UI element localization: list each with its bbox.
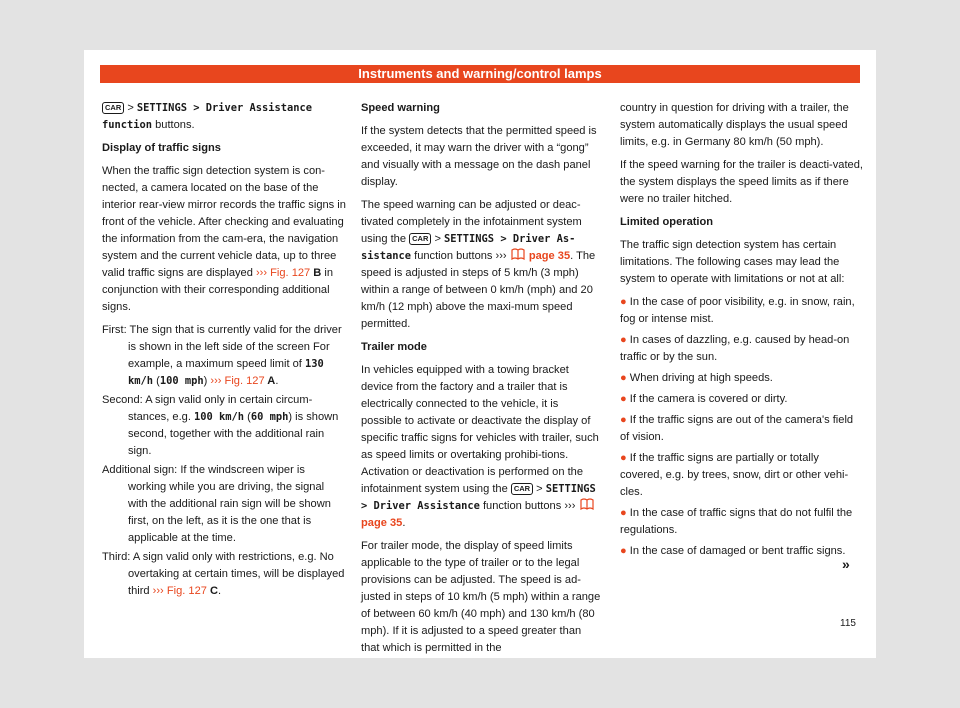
- definition-second: Second: A sign valid only in certain circum-stances, e.g. 100 km/h (60 mph) is shown second, together with the additional rain sign.: [102, 394, 339, 457]
- bullet-icon: ●: [620, 507, 627, 519]
- heading-display-traffic-signs: Display of traffic signs: [102, 142, 221, 154]
- page-link[interactable]: page 35: [361, 517, 403, 529]
- page-link[interactable]: page 35: [525, 250, 571, 262]
- book-icon[interactable]: [510, 248, 526, 260]
- column-1: [102, 100, 346, 602]
- column-2: [361, 100, 601, 663]
- paragraph: If the system detects that the permitted speed is exceeded, it may warn the driver with a “gong” and visually with a message on the dash panel display.: [361, 125, 597, 188]
- list-item: ● If the traffic signs are out of the camera's field of vision.: [620, 414, 854, 443]
- page-number: 115: [840, 618, 856, 629]
- list-item: ● When driving at high speeds.: [620, 372, 773, 384]
- paragraph: For trailer mode, the display of speed limits applicable to the type of trailer or to the legal provisions can be adjusted. The speed is ad-justed in steps of 10 km/h (5 mph) within a range of between 60 km/h (40 mph) and 130 km/h (80 mph). If it is adjusted to a speed greater than that which is permitted in the: [361, 540, 601, 654]
- bullet-icon: ●: [620, 372, 627, 384]
- paragraph: The traffic sign detection system has certain limitations. The following cases may lead the system to operate with limitations or not at all:: [620, 239, 845, 285]
- figure-link[interactable]: ››› Fig. 127: [152, 585, 207, 597]
- intro-paragraph: CAR > SETTINGS > Driver Assistance function buttons.: [102, 102, 313, 131]
- figure-link[interactable]: ››› Fig. 127: [210, 375, 265, 387]
- column-3: [620, 100, 864, 564]
- heading-limited-operation: Limited operation: [620, 216, 714, 228]
- continued-marker: »: [842, 556, 850, 572]
- bullet-icon: ●: [620, 334, 627, 346]
- definition-first: First: The sign that is currently valid for the driver is shown in the left side of the screen For example, a maximum speed limit of 130 km/h (100 mph) ››› Fig. 127 A.: [102, 324, 342, 387]
- bullet-icon: ●: [620, 452, 627, 464]
- list-item: ● In the case of traffic signs that do not fulfil the regulations.: [620, 507, 853, 536]
- menu-path: SETTINGS > Driver As-sistance: [361, 233, 576, 262]
- bullet-icon: ●: [620, 393, 627, 405]
- heading-speed-warning: Speed warning: [361, 102, 440, 114]
- paragraph: In vehicles equipped with a towing bracket device from the factory and a trailer that is electrically connected to the vehicle, it is possible to activate or deactivate the display of specific traffic signs for vehicles with trailer, such as speed limits or overtaking prohibi-tions. Activation or deactivation is performed on the infotainment system using the CAR > SETTINGS > Driver Assistance function buttons ››› page 35.: [361, 364, 599, 529]
- list-item: ● If the camera is covered or dirty.: [620, 393, 788, 405]
- menu-path: SETTINGS > Driver Assistance: [361, 483, 596, 512]
- menu-path: SETTINGS > Driver Assistance function: [102, 102, 313, 131]
- paragraph: country in question for driving with a trailer, the system automatically displays the usual speed limits, e.g. in Germany 80 km/h (50 mph).: [620, 102, 849, 148]
- bullet-icon: ●: [620, 296, 627, 308]
- list-item: ● In the case of poor visibility, e.g. in snow, rain, fog or intense mist.: [620, 296, 855, 325]
- list-item: ● If the traffic signs are partially or totally covered, e.g. by trees, snow, dirt or other vehi-cles.: [620, 452, 849, 498]
- book-icon[interactable]: [579, 498, 595, 510]
- bullet-icon: ●: [620, 414, 627, 426]
- section-header: Instruments and warning/control lamps: [100, 65, 860, 83]
- definition-third: Third: A sign valid only with restrictions, e.g. No overtaking at certain times, will be displayed third ››› Fig. 127 C.: [102, 551, 345, 597]
- definition-additional-sign: Additional sign: If the windscreen wiper is working while you are driving, the signal with the additional rain sign will be shown first, on the left, as it is the one that is applicable at the time.: [102, 464, 331, 544]
- bullet-icon: ●: [620, 545, 627, 557]
- car-button-icon: CAR: [102, 102, 124, 114]
- list-item: ● In cases of dazzling, e.g. caused by head-on traffic or by the sun.: [620, 334, 850, 363]
- list-item: ● In the case of damaged or bent traffic signs.: [620, 545, 846, 557]
- paragraph: If the speed warning for the trailer is deacti-vated, the system displays the speed limits as if there were no trailer hitched.: [620, 159, 863, 205]
- car-button-icon: CAR: [409, 233, 431, 245]
- paragraph: When the traffic sign detection system is con-nected, a camera located on the base of the interior rear-view mirror records the traffic signs in front of the vehicle. After checking and evaluating the information from the cam-era, the navigation system and the current vehicle data, up to three valid traffic signs are displayed ››› Fig. 127 B in conjunction with their corresponding additional signs.: [102, 165, 346, 313]
- paragraph: The speed warning can be adjusted or deac-tivated completely in the infotainment system using the CAR > SETTINGS > Driver As-sistance function buttons ››› page 35. The speed is adjusted in steps of 5 km/h (3 mph) within a range of between 0 km/h (mph) and 20 km/h (12 mph) above the maxi-mum speed permitted.: [361, 199, 596, 330]
- car-button-icon: CAR: [511, 483, 533, 495]
- figure-link[interactable]: ››› Fig. 127: [255, 267, 311, 279]
- heading-trailer-mode: Trailer mode: [361, 341, 427, 353]
